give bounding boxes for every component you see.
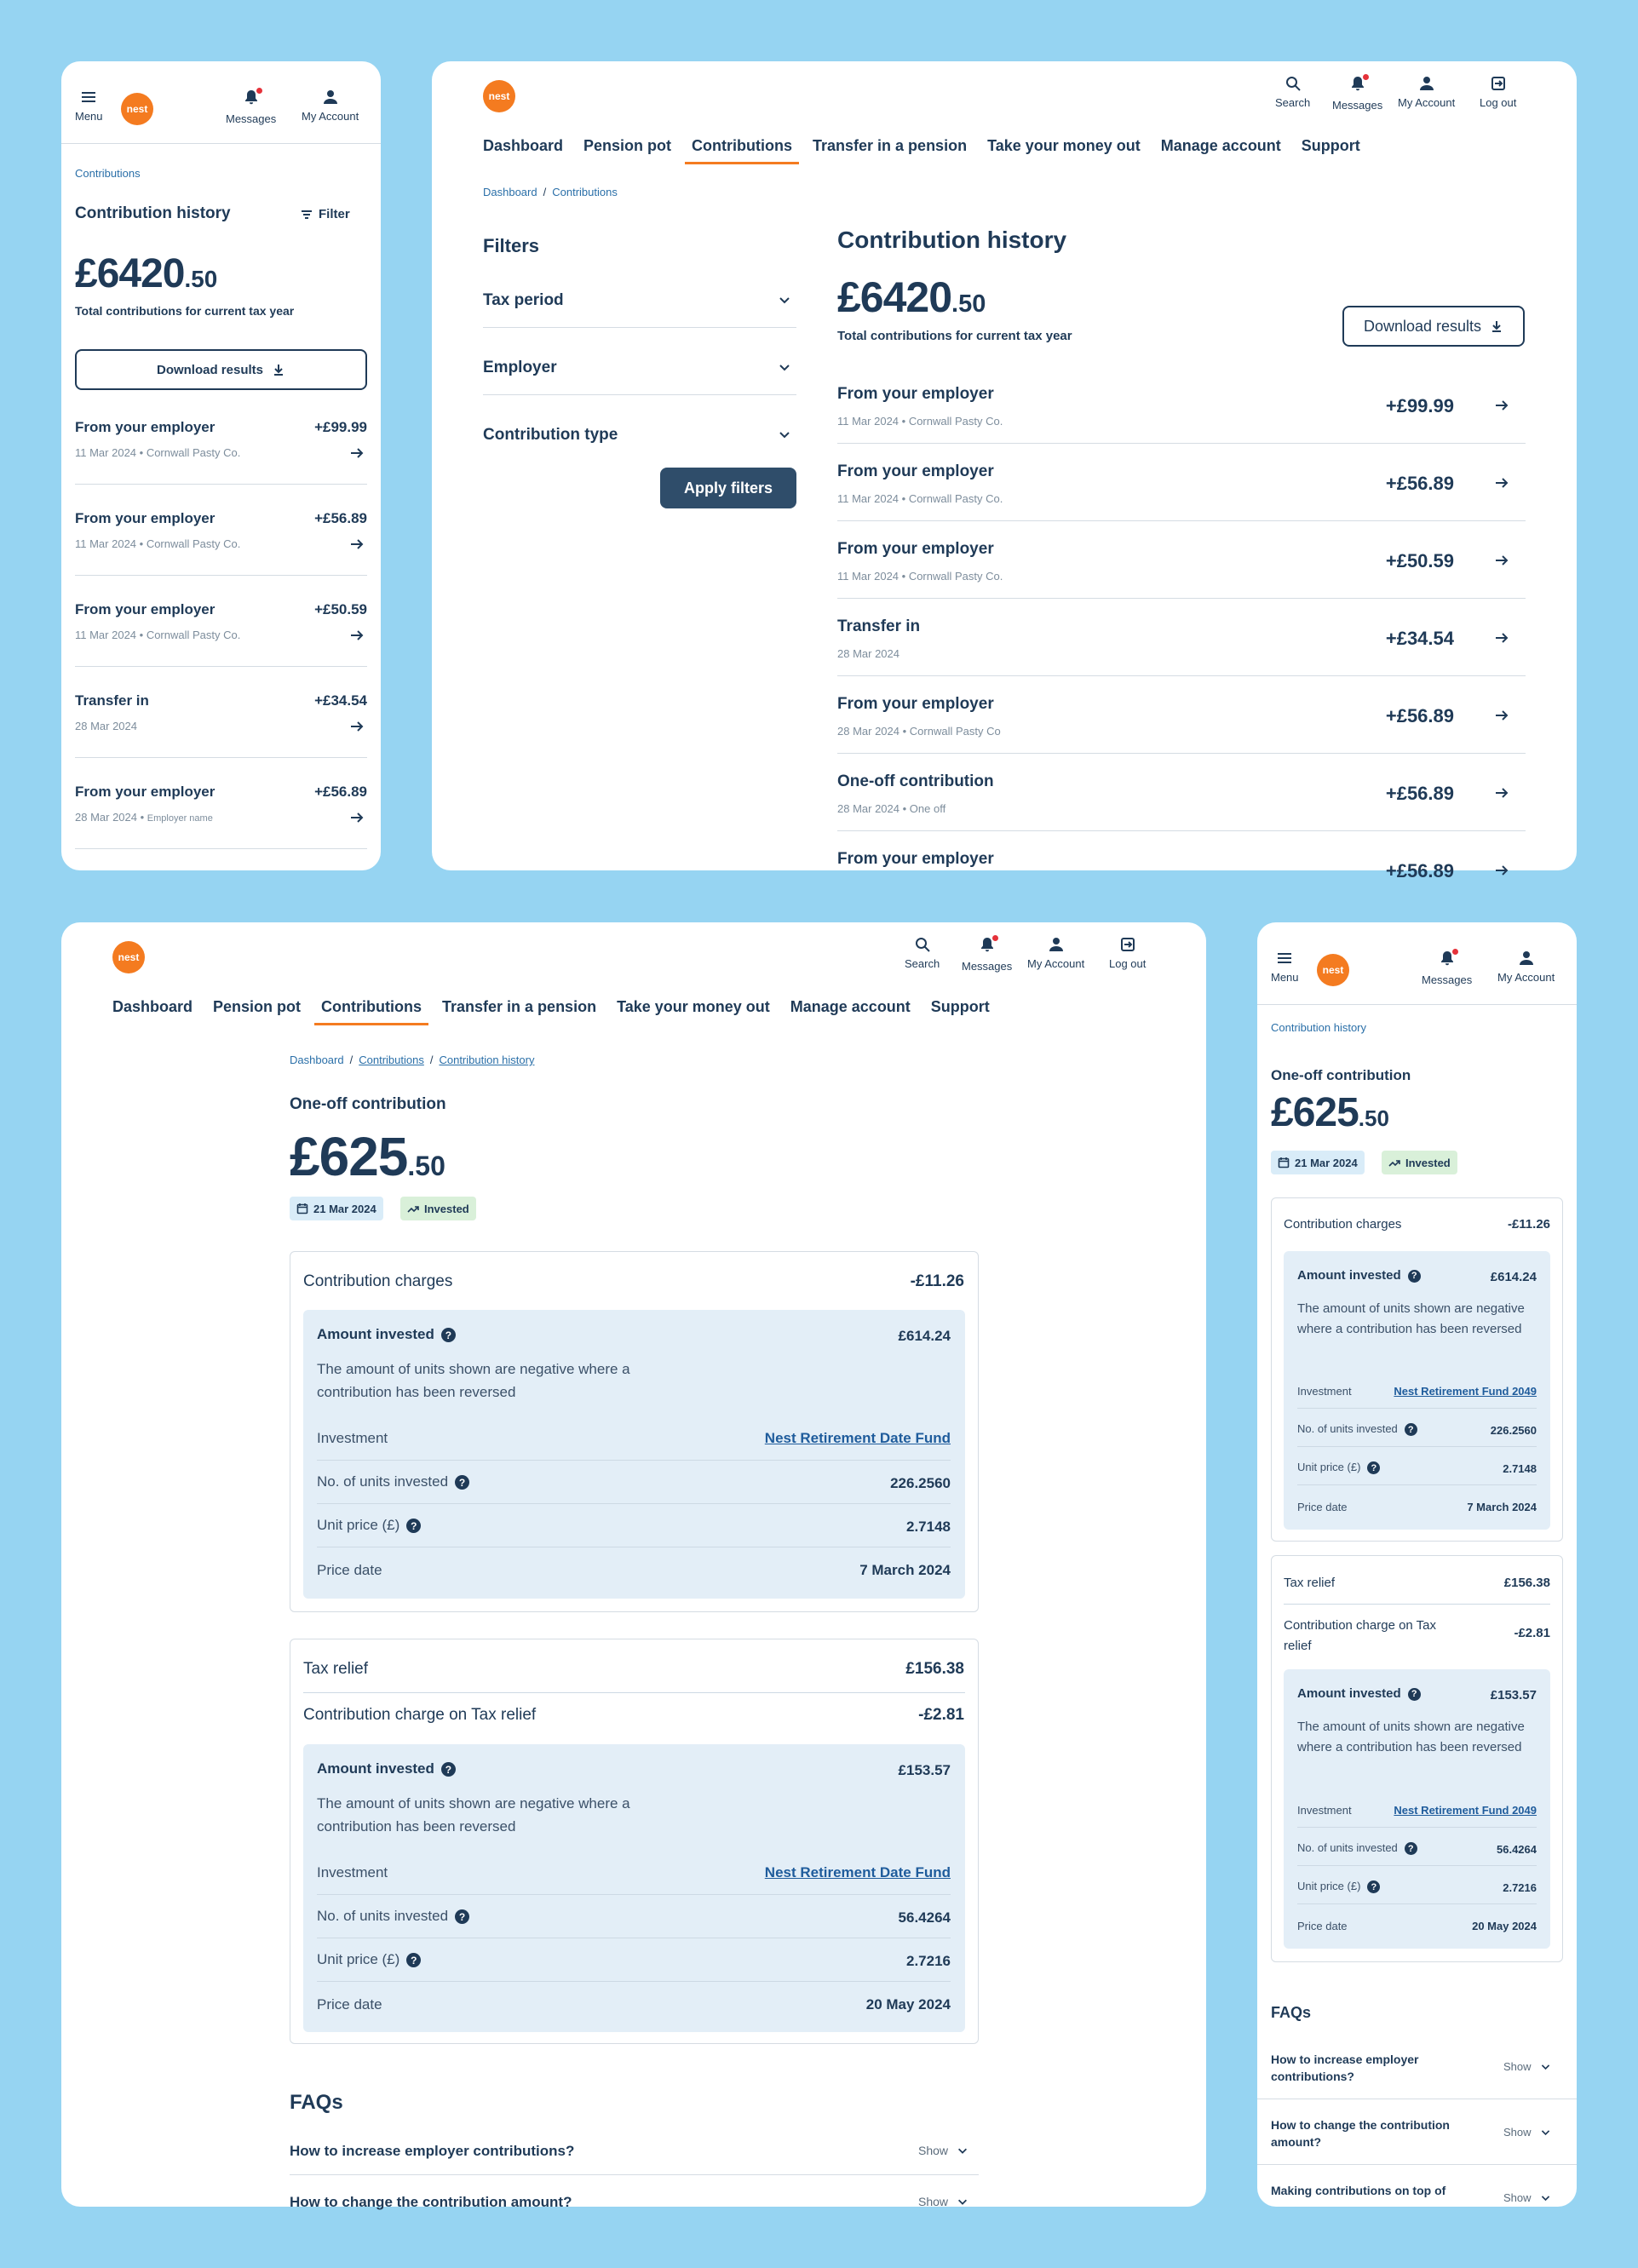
arrow-right-icon[interactable]	[348, 536, 365, 553]
faqs-title: FAQs	[1271, 2004, 1312, 2021]
download-results-button[interactable]: Download results	[75, 349, 367, 390]
row-divider	[1297, 1865, 1537, 1866]
menu-button[interactable]: Menu	[1271, 950, 1299, 984]
charges-label: Contribution charges	[1284, 1217, 1402, 1232]
messages-button[interactable]: Messages	[226, 89, 276, 125]
units-label: No. of units invested ?	[1297, 1841, 1417, 1855]
filter-divider	[483, 394, 796, 395]
amount-invested-panel	[303, 1310, 965, 1599]
row-title: From your employer	[837, 385, 994, 403]
row-divider	[837, 443, 1526, 444]
row-amount: +£99.99	[1385, 395, 1454, 416]
amount-invested-value: £614.24	[1490, 1270, 1537, 1284]
reversal-note: The amount of units shown are negative where a contribution has been reversed	[1297, 1301, 1525, 1336]
logout-button[interactable]: Log out	[1480, 75, 1516, 109]
reversal-note: The amount of units shown are negative where a contribution has been reversed	[1297, 1720, 1525, 1754]
mobile-history-frame	[61, 61, 381, 870]
price-date-label: Price date	[317, 1562, 382, 1578]
unit-price-value: 2.7148	[906, 1519, 951, 1535]
arrow-right-icon[interactable]	[1493, 397, 1510, 414]
apply-filters-button[interactable]: Apply filters	[660, 468, 796, 508]
page-title: Contribution history	[837, 227, 1067, 253]
main-nav	[112, 998, 1010, 1025]
units-value: 56.4264	[1497, 1843, 1537, 1856]
filter-icon	[300, 208, 313, 221]
notification-dot	[1452, 949, 1458, 955]
amount-invested-value: £153.57	[1490, 1688, 1537, 1702]
row-title: From your employer	[75, 784, 216, 800]
charge-tax-value: -£2.81	[918, 1706, 964, 1724]
row-amount: +£34.54	[314, 692, 367, 709]
nest-logo[interactable]: nest	[1317, 954, 1349, 986]
row-divider	[75, 666, 367, 667]
account-button[interactable]: My Account	[1398, 75, 1455, 109]
notification-dot	[1363, 74, 1369, 80]
chevron-down-icon	[1540, 2061, 1551, 2072]
help-icon[interactable]: ?	[441, 1328, 456, 1342]
logout-button[interactable]: Log out	[1109, 936, 1146, 970]
messages-button[interactable]: Messages	[1332, 75, 1382, 112]
filters-title: Filters	[483, 235, 540, 256]
arrow-right-icon[interactable]	[348, 809, 365, 826]
nav-dashboard[interactable]: Dashboard	[483, 137, 564, 154]
page-title: One-off contribution	[290, 1095, 446, 1113]
price-date-label: Price date	[317, 1996, 382, 2012]
arrow-right-icon[interactable]	[1493, 552, 1510, 569]
unit-price-label: Unit price (£) ?	[1297, 1880, 1380, 1893]
filter-employer[interactable]: Employer	[483, 359, 557, 376]
price-date-value: 7 March 2024	[1467, 1501, 1537, 1513]
row-amount: +£56.89	[1385, 473, 1454, 494]
arrow-right-icon[interactable]	[348, 627, 365, 644]
row-title: Transfer in	[75, 692, 149, 709]
notification-dot	[256, 88, 262, 94]
filter-button[interactable]: Filter	[300, 207, 350, 221]
charge-tax-value: -£2.81	[1514, 1626, 1550, 1640]
row-divider	[837, 753, 1526, 754]
tax-relief-value: £156.38	[1503, 1576, 1550, 1590]
search-button[interactable]: Search	[905, 936, 940, 970]
row-meta: 11 Mar 2024 • Cornwall Pasty Co.	[75, 537, 241, 550]
faq-question[interactable]: How to change the contribution amount?	[1271, 2118, 1450, 2149]
chevron-down-icon[interactable]	[778, 428, 791, 441]
faq-question[interactable]: How to increase employer contributions?	[290, 2143, 575, 2159]
account-button[interactable]: My Account	[1027, 936, 1084, 970]
nav-manage-account[interactable]: Manage account	[1160, 137, 1281, 154]
nav-transfer[interactable]: Transfer in a pension	[813, 137, 968, 154]
charges-value: -£11.26	[1507, 1217, 1550, 1232]
main-nav	[483, 137, 1381, 164]
date-badge: 21 Mar 2024	[1271, 1151, 1365, 1174]
nav-support[interactable]: Support	[930, 998, 990, 1015]
faq-show-toggle[interactable]: Show	[1503, 2060, 1551, 2073]
arrow-right-icon[interactable]	[348, 445, 365, 462]
units-value: 226.2560	[1490, 1424, 1537, 1437]
help-icon[interactable]: ?	[406, 1519, 421, 1533]
investment-label: Investment	[317, 1430, 388, 1446]
unit-price-label: Unit price (£) ?	[317, 1517, 421, 1534]
row-meta: 28 Mar 2024 • Cornwall Pasty Co	[837, 725, 1001, 738]
units-value: 56.4264	[898, 1909, 951, 1926]
row-meta: 11 Mar 2024 • Cornwall Pasty Co.	[75, 446, 241, 459]
help-icon[interactable]: ?	[406, 1953, 421, 1967]
nav-contributions[interactable]: Contributions	[685, 137, 799, 164]
unit-price-value: 2.7216	[1503, 1881, 1537, 1894]
price-date-value: 20 May 2024	[865, 1996, 951, 2012]
row-divider	[837, 830, 1526, 831]
row-amount: +£50.59	[1385, 550, 1454, 571]
row-amount: +£56.89	[314, 784, 367, 800]
charge-tax-label: Contribution charge on Tax relief	[1284, 1618, 1437, 1653]
charge-tax-label: Contribution charge on Tax relief	[303, 1706, 537, 1724]
row-divider	[1297, 1827, 1537, 1828]
messages-button[interactable]: Messages	[962, 936, 1012, 973]
tax-relief-value: £156.38	[905, 1660, 964, 1678]
breadcrumb[interactable]: Contributions	[75, 167, 141, 180]
row-meta: 11 Mar 2024 • Cornwall Pasty Co.	[75, 629, 241, 641]
row-meta: 28 Mar 2024 • Employer name	[75, 811, 213, 824]
download-icon	[272, 363, 285, 376]
download-icon	[1490, 319, 1503, 333]
units-label: No. of units invested ?	[1297, 1422, 1417, 1436]
row-amount: +£56.89	[1385, 783, 1454, 804]
row-meta: 11 Mar 2024 • Cornwall Pasty Co.	[837, 492, 1003, 505]
faq-question[interactable]: How to increase employer contributions?	[1271, 2053, 1419, 2083]
mobile-detail-frame	[1257, 922, 1577, 2207]
row-title: From your employer	[75, 419, 216, 435]
row-amount: +£56.89	[314, 510, 367, 526]
row-divider	[75, 848, 367, 849]
arrow-right-icon[interactable]	[1493, 629, 1510, 646]
investment-fund-link[interactable]: Nest Retirement Date Fund	[764, 1864, 951, 1880]
row-title: Transfer in	[837, 617, 921, 635]
reversal-note: The amount of units shown are negative where a contribution has been reversed	[317, 1795, 630, 1834]
search-icon	[1285, 75, 1302, 92]
row-title: From your employer	[837, 462, 994, 480]
logout-icon	[1490, 75, 1507, 92]
nav-pension-pot[interactable]: Pension pot	[583, 137, 672, 154]
investment-label: Investment	[1297, 1385, 1352, 1398]
investment-label: Investment	[317, 1864, 388, 1880]
row-divider	[1284, 1604, 1550, 1605]
units-value: 226.2560	[890, 1475, 951, 1491]
user-icon	[1418, 75, 1435, 92]
row-divider	[837, 675, 1526, 676]
unit-price-value: 2.7216	[906, 1953, 951, 1969]
help-icon[interactable]: ?	[1405, 1842, 1417, 1855]
unit-price-label: Unit price (£) ?	[317, 1951, 421, 1968]
menu-icon	[80, 89, 97, 106]
row-divider	[303, 1692, 965, 1693]
amount-invested-label: Amount invested ?	[1297, 1268, 1421, 1283]
row-divider	[75, 757, 367, 758]
row-title: From your employer	[837, 540, 994, 558]
help-icon[interactable]: ?	[1408, 1270, 1421, 1283]
total-caption: Total contributions for current tax year	[837, 329, 1072, 343]
search-icon	[914, 936, 931, 953]
row-divider	[75, 575, 367, 576]
nav-pension-pot[interactable]: Pension pot	[213, 998, 302, 1015]
investment-fund-link[interactable]: Nest Retirement Fund 2049	[1394, 1385, 1537, 1398]
download-results-button[interactable]: Download results	[1342, 306, 1525, 347]
date-badge: 21 Mar 2024	[290, 1197, 383, 1220]
price-date-label: Price date	[1297, 1920, 1348, 1932]
filter-tax-period[interactable]: Tax period	[483, 291, 564, 309]
status-badge: Invested	[400, 1197, 476, 1220]
arrow-right-icon[interactable]	[1493, 707, 1510, 724]
row-amount: +£34.54	[1385, 628, 1454, 649]
messages-button[interactable]: Messages	[1422, 950, 1472, 986]
row-divider	[317, 1460, 951, 1461]
search-button[interactable]: Search	[1275, 75, 1310, 109]
filter-contribution-type[interactable]: Contribution type	[483, 426, 618, 444]
faq-show-toggle[interactable]: Show	[1503, 2191, 1551, 2204]
investment-fund-link[interactable]: Nest Retirement Fund 2049	[1394, 1804, 1537, 1817]
amount-invested-value: £153.57	[898, 1762, 951, 1778]
row-divider	[75, 484, 367, 485]
chevron-down-icon[interactable]	[778, 293, 791, 307]
price-date-value: 7 March 2024	[859, 1562, 951, 1578]
row-title: From your employer	[75, 510, 216, 526]
header-divider	[1257, 1004, 1577, 1005]
total-caption: Total contributions for current tax year	[75, 304, 295, 318]
chevron-down-icon	[1540, 2127, 1551, 2138]
nav-contributions[interactable]: Contributions	[314, 998, 428, 1025]
row-amount: +£56.89	[1385, 705, 1454, 726]
row-divider	[1297, 1484, 1537, 1485]
row-meta: 28 Mar 2024	[75, 720, 137, 732]
faq-question[interactable]: How to change the contribution amount?	[290, 2194, 572, 2210]
row-meta: 11 Mar 2024 • Cornwall Pasty Co.	[837, 570, 1003, 583]
filter-divider	[483, 327, 796, 328]
nav-take-money[interactable]: Take your money out	[617, 998, 770, 1015]
amount-invested-label: Amount invested ?	[317, 1326, 456, 1343]
tax-relief-label: Tax relief	[303, 1660, 369, 1678]
row-meta: 28 Mar 2024 • One off	[837, 802, 946, 815]
row-amount: +£99.99	[314, 419, 367, 435]
investment-fund-link[interactable]: Nest Retirement Date Fund	[764, 1430, 951, 1446]
calendar-icon	[296, 1203, 308, 1214]
faq-show-toggle[interactable]: Show	[918, 2195, 968, 2208]
row-divider	[1297, 1446, 1537, 1447]
logout-icon	[1119, 936, 1136, 953]
amount-invested-value: £614.24	[898, 1328, 951, 1344]
nest-logo[interactable]: nest	[483, 80, 515, 112]
nav-support[interactable]: Support	[1301, 137, 1360, 154]
charges-label: Contribution charges	[303, 1272, 453, 1290]
chevron-down-icon	[957, 2196, 968, 2208]
user-icon	[1518, 950, 1535, 967]
page-title: One-off contribution	[1271, 1067, 1411, 1083]
page-title: Contribution history	[75, 204, 231, 222]
trend-up-icon	[407, 1203, 419, 1214]
faq-divider	[1257, 2164, 1577, 2165]
account-button[interactable]: My Account	[1497, 950, 1555, 984]
help-icon[interactable]: ?	[1367, 1880, 1380, 1893]
row-amount: +£50.59	[314, 601, 367, 617]
investment-label: Investment	[1297, 1804, 1352, 1817]
row-divider	[837, 520, 1526, 521]
account-button[interactable]: My Account	[302, 89, 359, 123]
arrow-right-icon[interactable]	[1493, 474, 1510, 491]
total-amount: £6420.50	[837, 273, 986, 321]
contribution-amount: £625.50	[290, 1126, 445, 1187]
menu-icon	[1276, 950, 1293, 967]
user-icon	[1048, 936, 1065, 953]
row-divider	[317, 1503, 951, 1504]
row-divider	[1297, 1903, 1537, 1904]
faqs-title: FAQs	[290, 2091, 343, 2114]
reversal-note: The amount of units shown are negative where a contribution has been reversed	[317, 1361, 630, 1400]
user-icon	[322, 89, 339, 106]
tax-relief-label: Tax relief	[1284, 1576, 1336, 1590]
row-title: One-off contribution	[837, 772, 994, 790]
row-divider	[837, 598, 1526, 599]
row-meta: 28 Mar 2024	[837, 647, 899, 660]
help-icon[interactable]: ?	[1405, 1423, 1417, 1436]
row-divider	[317, 1894, 951, 1895]
status-badge: Invested	[1382, 1151, 1457, 1174]
unit-price-label: Unit price (£) ?	[1297, 1461, 1380, 1474]
desktop-history-frame	[432, 61, 1577, 881]
header-divider	[61, 143, 381, 144]
help-icon[interactable]: ?	[455, 1475, 469, 1490]
row-title: From your employer	[837, 695, 994, 713]
breadcrumb: Dashboard / Contributions / Contribution history	[290, 1054, 535, 1066]
breadcrumb[interactable]: Contribution history	[1271, 1021, 1366, 1034]
calendar-icon	[1278, 1157, 1290, 1168]
nest-logo[interactable]: nest	[112, 941, 145, 973]
breadcrumb: Dashboard / Contributions	[483, 186, 618, 198]
help-icon[interactable]: ?	[441, 1762, 456, 1777]
notification-dot	[992, 935, 998, 941]
row-divider	[317, 1981, 951, 1982]
row-divider	[1297, 1408, 1537, 1409]
row-meta: 11 Mar 2024 • Cornwall Pasty Co.	[837, 415, 1003, 428]
units-label: No. of units invested ?	[317, 1473, 469, 1490]
row-title: From your employer	[837, 850, 994, 868]
amount-invested-label: Amount invested ?	[1297, 1686, 1421, 1701]
amount-invested-panel	[303, 1744, 965, 2032]
nest-logo[interactable]: nest	[121, 93, 153, 125]
units-label: No. of units invested ?	[317, 1908, 469, 1925]
desktop-detail-frame	[61, 922, 1206, 2210]
price-date-value: 20 May 2024	[1472, 1920, 1537, 1932]
trend-up-icon	[1388, 1157, 1400, 1168]
charges-value: -£11.26	[910, 1272, 964, 1290]
arrow-right-icon[interactable]	[348, 718, 365, 735]
row-title: From your employer	[75, 601, 216, 617]
nav-dashboard[interactable]: Dashboard	[112, 998, 193, 1015]
menu-button[interactable]: Menu	[75, 89, 103, 123]
faq-show-toggle[interactable]: Show	[1503, 2126, 1551, 2139]
unit-price-value: 2.7148	[1503, 1462, 1537, 1475]
help-icon[interactable]: ?	[1408, 1688, 1421, 1701]
row-amount: +£56.89	[1385, 860, 1454, 881]
nav-take-money[interactable]: Take your money out	[987, 137, 1141, 154]
chevron-down-icon	[957, 2145, 968, 2156]
faq-divider	[290, 2174, 979, 2175]
faq-show-toggle[interactable]: Show	[918, 2144, 968, 2157]
help-icon[interactable]: ?	[455, 1909, 469, 1924]
nav-manage-account[interactable]: Manage account	[790, 998, 911, 1015]
amount-invested-label: Amount invested ?	[317, 1760, 456, 1777]
total-amount: £6420.50	[75, 251, 218, 296]
arrow-right-icon[interactable]	[1493, 784, 1510, 801]
faq-question[interactable]: Making contributions on top of	[1271, 2184, 1446, 2197]
price-date-label: Price date	[1297, 1501, 1348, 1513]
chevron-down-icon	[1540, 2192, 1551, 2203]
help-icon[interactable]: ?	[1367, 1461, 1380, 1474]
contribution-amount: £625.50	[1271, 1090, 1389, 1135]
chevron-down-icon[interactable]	[778, 360, 791, 374]
nav-transfer[interactable]: Transfer in a pension	[442, 998, 597, 1015]
arrow-right-icon[interactable]	[1493, 862, 1510, 879]
